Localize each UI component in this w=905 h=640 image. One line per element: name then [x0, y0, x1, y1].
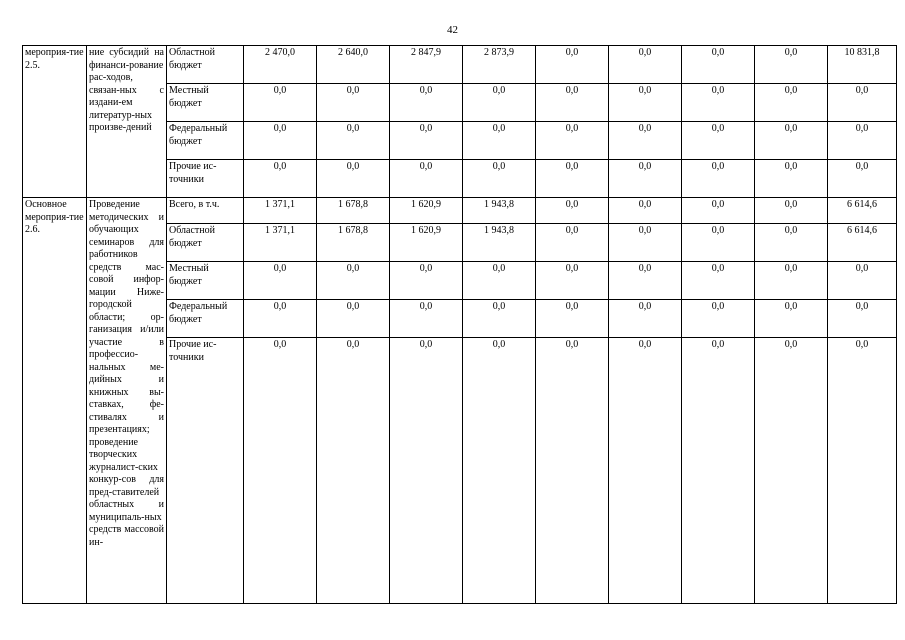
value-cell: 0,0 [244, 262, 317, 300]
value-cell: 0,0 [682, 46, 755, 84]
value-cell: 0,0 [536, 338, 609, 604]
value-cell: 0,0 [463, 122, 536, 160]
value-cell: 1 371,1 [244, 224, 317, 262]
total-cell: 0,0 [828, 122, 897, 160]
measure-id-cell [23, 198, 87, 604]
value-cell: 2 640,0 [317, 46, 390, 84]
total-cell: 0,0 [828, 300, 897, 338]
value-cell: 0,0 [682, 262, 755, 300]
table-row [23, 46, 897, 84]
total-cell: 6 614,6 [828, 198, 897, 224]
value-cell: 0,0 [317, 338, 390, 604]
value-cell: 1 620,9 [390, 198, 463, 224]
value-cell: 0,0 [536, 262, 609, 300]
measure-id-cell [23, 46, 87, 198]
source-cell [167, 224, 244, 262]
value-cell: 0,0 [755, 46, 828, 84]
source-cell [167, 338, 244, 604]
value-cell: 2 470,0 [244, 46, 317, 84]
value-cell: 0,0 [463, 160, 536, 198]
source-cell [167, 84, 244, 122]
value-cell: 0,0 [536, 122, 609, 160]
source-label: Всего, в т.ч. [169, 199, 220, 210]
value-cell: 0,0 [244, 338, 317, 604]
source-label: Федеральный бюджет [169, 123, 228, 147]
total-cell: 0,0 [828, 160, 897, 198]
value-cell: 0,0 [536, 198, 609, 224]
value-cell: 0,0 [755, 338, 828, 604]
source-cell [167, 46, 244, 84]
value-cell: 1 371,1 [244, 198, 317, 224]
measure-id: Основное мероприя-тие 2.6. [25, 199, 84, 235]
value-cell: 1 943,8 [463, 224, 536, 262]
value-cell: 0,0 [609, 300, 682, 338]
value-cell: 0,0 [390, 262, 463, 300]
value-cell: 0,0 [755, 198, 828, 224]
source-cell [167, 160, 244, 198]
measure-id: мероприя-тие 2.5. [25, 47, 84, 71]
value-cell: 0,0 [463, 338, 536, 604]
value-cell: 0,0 [463, 300, 536, 338]
value-cell: 0,0 [682, 160, 755, 198]
value-cell: 0,0 [682, 338, 755, 604]
value-cell: 0,0 [755, 300, 828, 338]
source-label: Местный бюджет [169, 85, 209, 109]
total-cell: 0,0 [828, 84, 897, 122]
source-cell [167, 122, 244, 160]
value-cell: 0,0 [682, 122, 755, 160]
total-cell: 6 614,6 [828, 224, 897, 262]
value-cell: 0,0 [682, 300, 755, 338]
value-cell: 0,0 [390, 300, 463, 338]
source-cell [167, 198, 244, 224]
value-cell: 0,0 [609, 198, 682, 224]
page-number: 42 [447, 24, 458, 36]
value-cell: 0,0 [682, 84, 755, 122]
value-cell: 0,0 [536, 46, 609, 84]
value-cell: 0,0 [317, 262, 390, 300]
value-cell: 0,0 [317, 160, 390, 198]
measure-description-cell [87, 198, 167, 604]
value-cell: 0,0 [244, 122, 317, 160]
value-cell: 0,0 [244, 84, 317, 122]
source-label: Федеральный бюджет [169, 301, 228, 325]
total-cell: 0,0 [828, 338, 897, 604]
source-label: Областной бюджет [169, 47, 216, 71]
value-cell: 0,0 [755, 224, 828, 262]
value-cell: 0,0 [609, 338, 682, 604]
value-cell: 0,0 [390, 160, 463, 198]
value-cell: 0,0 [463, 84, 536, 122]
value-cell: 0,0 [682, 198, 755, 224]
value-cell: 0,0 [317, 122, 390, 160]
value-cell: 0,0 [755, 84, 828, 122]
measure-description: Проведение методических и обучающих семинаров для работников средств мас-совой инфор-мации Ниже-городской области; ор-ганизация и/или участие в профессио-нальных ме-дийных и книжных вы-ставках, фе-стивалях и презентациях; проведение творческих журналист-ских конкур-сов для пред-ставителей областных и муниципаль-ных средств массовой ин- [89, 199, 164, 548]
table-row [23, 198, 897, 224]
value-cell: 0,0 [244, 160, 317, 198]
value-cell: 0,0 [609, 84, 682, 122]
value-cell: 1 943,8 [463, 198, 536, 224]
value-cell: 0,0 [244, 300, 317, 338]
total-cell: 0,0 [828, 262, 897, 300]
value-cell: 0,0 [609, 46, 682, 84]
source-label: Прочие ис-точники [169, 161, 217, 185]
value-cell: 0,0 [755, 122, 828, 160]
source-label: Прочие ис-точники [169, 339, 217, 363]
value-cell: 0,0 [682, 224, 755, 262]
value-cell: 1 678,8 [317, 224, 390, 262]
value-cell: 0,0 [755, 160, 828, 198]
value-cell: 0,0 [536, 84, 609, 122]
value-cell: 1 620,9 [390, 224, 463, 262]
value-cell: 0,0 [536, 224, 609, 262]
value-cell: 0,0 [317, 84, 390, 122]
value-cell: 0,0 [317, 300, 390, 338]
value-cell: 0,0 [390, 122, 463, 160]
measure-description: ние субсидий на финанси-рование рас-ходов, связан-ных с издани-ем литератур-ных произве-дений [89, 47, 164, 133]
value-cell: 0,0 [609, 122, 682, 160]
value-cell: 2 847,9 [390, 46, 463, 84]
value-cell: 0,0 [390, 84, 463, 122]
source-label: Областной бюджет [169, 225, 216, 249]
value-cell: 0,0 [755, 262, 828, 300]
budget-table [22, 45, 897, 604]
value-cell: 2 873,9 [463, 46, 536, 84]
value-cell: 0,0 [390, 338, 463, 604]
total-cell: 10 831,8 [828, 46, 897, 84]
value-cell: 0,0 [609, 224, 682, 262]
measure-description-cell [87, 46, 167, 198]
source-cell [167, 300, 244, 338]
value-cell: 0,0 [536, 160, 609, 198]
source-cell [167, 262, 244, 300]
value-cell: 0,0 [609, 160, 682, 198]
value-cell: 0,0 [463, 262, 536, 300]
value-cell: 0,0 [536, 300, 609, 338]
value-cell: 1 678,8 [317, 198, 390, 224]
source-label: Местный бюджет [169, 263, 209, 287]
value-cell: 0,0 [609, 262, 682, 300]
